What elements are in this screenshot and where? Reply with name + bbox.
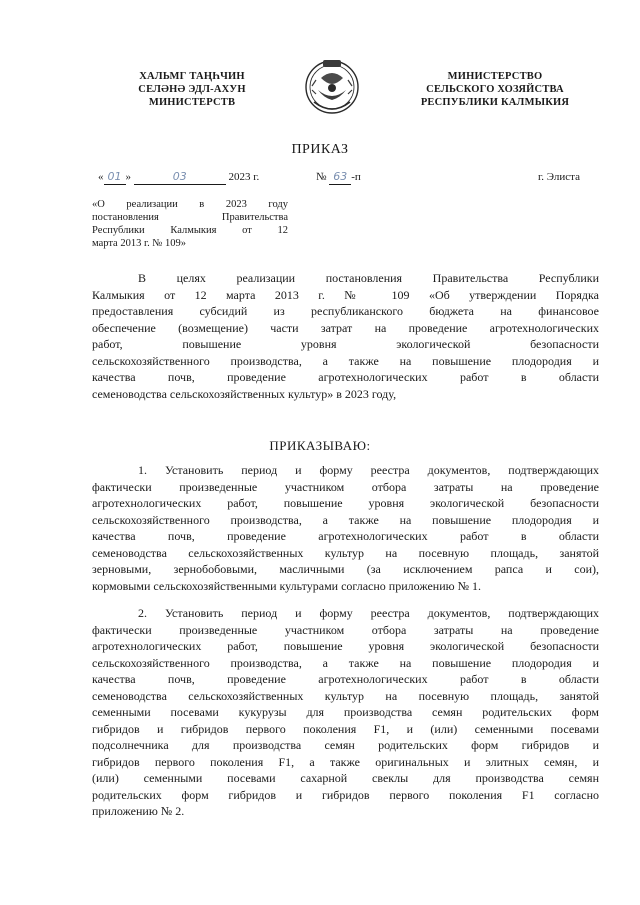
- item2-line: качества почв, проведение агротехнологических работ в области: [92, 672, 599, 686]
- header-left-line: СЕЛӘНӘ ЭДЛ-АХУН: [138, 84, 246, 95]
- header-left-line: МИНИСТЕРСТВ: [148, 97, 236, 108]
- subject-line: Республики Калмыкия от 12: [92, 225, 288, 236]
- quote-close: »: [125, 171, 131, 183]
- intro-line: качества почв, проведение агротехнологических работ в области: [92, 370, 599, 384]
- item2-line: гибридов и гибридов первого поколения F1, и (или) семенными посевами: [92, 721, 599, 736]
- item1-line: качества почв, проведение агротехнологических работ в области: [92, 529, 599, 543]
- item2-line: фактически произведенные участником отбора затраты на проведение: [92, 622, 599, 637]
- order-subject: [92, 198, 288, 250]
- item1-line: кормовыми сельскохозяйственными культурами согласно приложению № 1.: [92, 578, 482, 593]
- item2-line: (или) семенными посевами сахарной свеклы для производства семян: [92, 771, 599, 785]
- order-date: [98, 170, 259, 185]
- intro-line: обеспечение (возмещение) части затрат на проведение агротехнологических: [92, 320, 599, 335]
- item1-line: зерновыми, зернобобовыми, масличными (за исключением рапса и сои),: [92, 562, 599, 576]
- order-item-1: [92, 462, 599, 594]
- item1-line: агротехнологических работ, повышение уровня экологической безопасности: [92, 496, 599, 510]
- order-city: г. Элиста: [538, 171, 580, 183]
- order-number: [316, 170, 361, 185]
- item2-line: родительских форм гибридов и гибридов первого поколения F1 согласно: [92, 787, 599, 802]
- document-title: ПРИКАЗ: [291, 142, 349, 157]
- intro-line: предоставления субсидий из республиканского бюджета на финансовое: [92, 304, 599, 318]
- intro-line: сельскохозяйственного производства, а также на повышение плодородия и: [92, 353, 599, 368]
- header-right-line: МИНИСТЕРСТВО: [447, 71, 543, 82]
- item1-line: фактически произведенные участником отбора затраты на проведение: [92, 479, 599, 494]
- number-value: 63: [329, 170, 351, 185]
- header-right-line: РЕСПУБЛИКИ КАЛМЫКИЯ: [420, 97, 570, 108]
- item2-line: семенными посевами кукурузы для производства семян родительских форм: [92, 705, 599, 719]
- date-month: 03: [134, 170, 226, 185]
- item2-line: 2. Установить период и форму реестра документов, подтверждающих: [138, 606, 599, 620]
- item2-line: сельскохозяйственного производства, а также на повышение плодородия и: [92, 655, 599, 670]
- header-left-kalmyk: [107, 70, 277, 109]
- item1-line: 1. Установить период и форму реестра документов, подтверждающих: [138, 463, 599, 477]
- intro-line: работ, повышение уровня экологической безопасности: [92, 337, 599, 351]
- intro-line: Калмыкия от 12 марта 2013 г. № 109 «Об утверждении Порядка: [92, 287, 599, 302]
- item2-line: семеноводства сельскохозяйственных культур на посевную площадь, занятой: [92, 688, 599, 703]
- quote-open: «: [98, 171, 104, 183]
- header-right-russian: [410, 70, 580, 109]
- order-heading: ПРИКАЗЫВАЮ:: [269, 438, 371, 453]
- date-year: 2023 г.: [228, 171, 260, 183]
- date-day: 01: [104, 170, 126, 185]
- number-prefix: №: [316, 171, 327, 183]
- intro-line: В целях реализации постановления Правительства Республики: [138, 271, 599, 285]
- item2-line: подсолнечника для производства семян родительских форм гибридов и: [92, 738, 599, 752]
- header-left-line: ХАЛЬМГ ТАҢҺЧИН: [139, 71, 245, 82]
- intro-line: семеноводства сельскохозяйственных культур» в 2023 году,: [92, 386, 397, 401]
- item2-line: приложению № 2.: [92, 804, 185, 818]
- header-right-line: СЕЛЬСКОГО ХОЗЯЙСТВА: [426, 84, 564, 95]
- item2-line: гибридов первого поколения F1, а также оригинальных и элитных семян, и: [92, 754, 599, 769]
- item1-line: сельскохозяйственного производства, а также на повышение плодородия и: [92, 512, 599, 527]
- subject-line: «О реализации в 2023 году: [92, 199, 288, 210]
- subject-line: марта 2013 г. № 109»: [92, 238, 186, 249]
- order-item-2: [92, 605, 599, 820]
- item2-line: агротехнологических работ, повышение уровня экологической безопасности: [92, 639, 599, 653]
- item1-line: семеноводства сельскохозяйственных культур на посевную площадь, занятой: [92, 545, 599, 560]
- number-suffix: -п: [351, 171, 361, 183]
- kalmykia-emblem-icon: [304, 56, 360, 118]
- intro-paragraph: [92, 270, 599, 402]
- subject-line: постановления Правительства: [92, 212, 288, 223]
